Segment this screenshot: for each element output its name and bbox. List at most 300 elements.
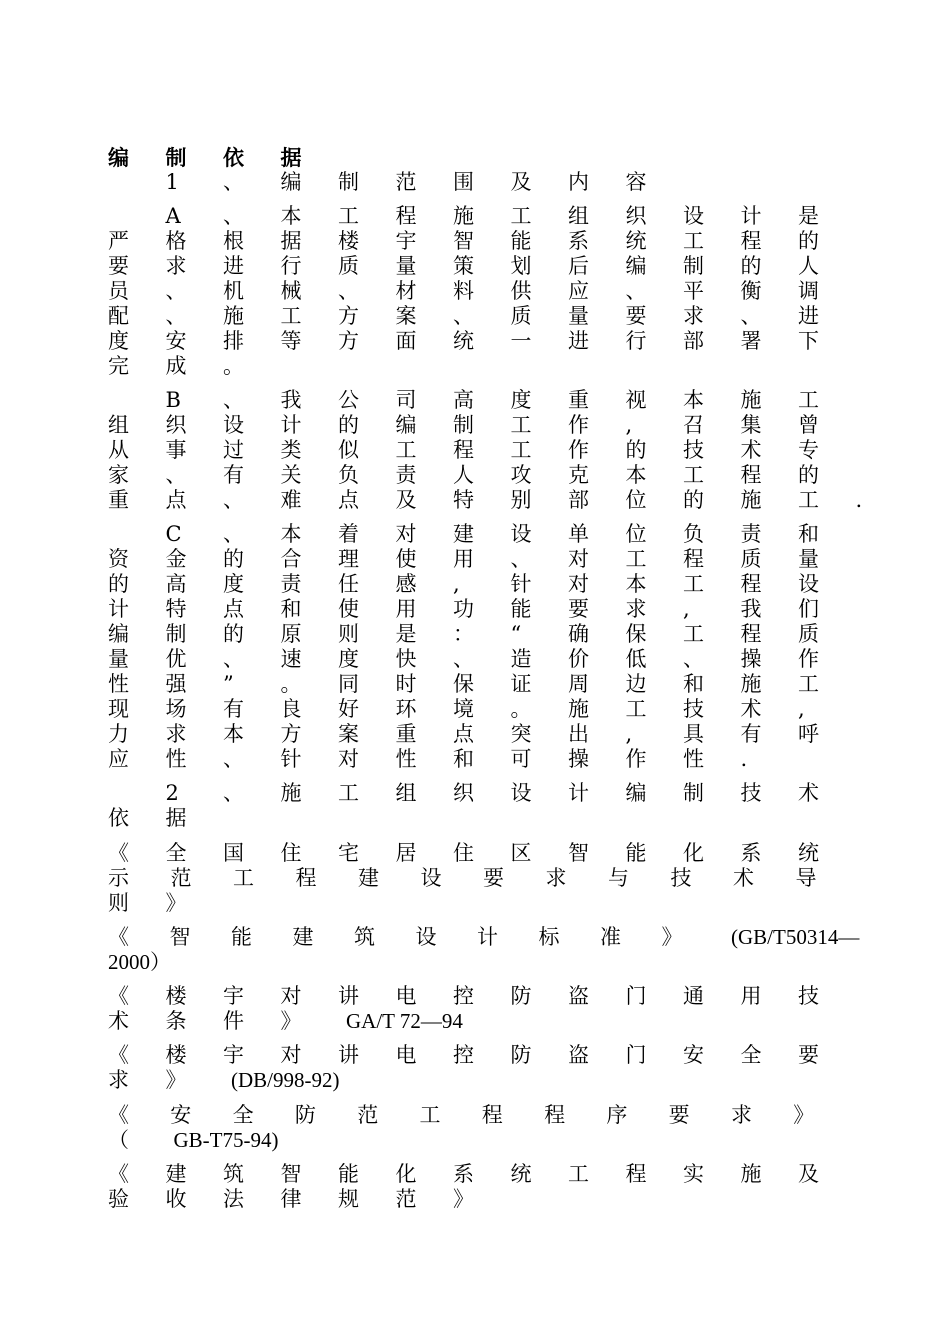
glyph: 专 bbox=[798, 438, 819, 462]
glyph: 、 bbox=[625, 279, 647, 303]
glyph: 责 bbox=[395, 463, 417, 487]
glyph: 有 bbox=[223, 697, 244, 721]
glyph: 能 bbox=[625, 841, 647, 865]
glyph: 防 bbox=[294, 1103, 316, 1127]
glyph: 、 bbox=[223, 747, 244, 771]
glyph: 工 bbox=[798, 388, 819, 412]
para-b-line bbox=[108, 388, 856, 413]
glyph: 突 bbox=[510, 722, 532, 746]
glyph: , bbox=[683, 597, 690, 621]
glyph: 围 bbox=[453, 170, 474, 194]
glyph: 验 bbox=[108, 1187, 129, 1211]
glyph: 后 bbox=[568, 254, 589, 278]
glyph: 重 bbox=[108, 488, 129, 512]
glyph: 点 bbox=[338, 488, 359, 512]
glyph: 盗 bbox=[568, 984, 589, 1008]
glyph: 》 bbox=[165, 1068, 187, 1092]
glyph: 公 bbox=[338, 388, 359, 412]
glyph: , bbox=[798, 697, 805, 721]
glyph: 范 bbox=[170, 866, 192, 890]
glyph: 技 bbox=[683, 697, 704, 721]
glyph: 用 bbox=[740, 984, 762, 1008]
glyph: 《 bbox=[108, 1162, 129, 1186]
glyph: 和 bbox=[798, 522, 819, 546]
glyph: 责 bbox=[280, 572, 302, 596]
glyph: 的 bbox=[223, 547, 244, 571]
glyph: 筑 bbox=[354, 925, 375, 949]
glyph: 行 bbox=[280, 254, 302, 278]
para-c-line bbox=[108, 647, 856, 672]
glyph: 性 bbox=[395, 747, 417, 771]
glyph: 》 bbox=[280, 1009, 302, 1033]
glyph: 量 bbox=[395, 254, 417, 278]
glyph: 作 bbox=[568, 413, 589, 437]
glyph: 《 bbox=[108, 1103, 129, 1127]
glyph: 标 bbox=[538, 925, 560, 949]
glyph: 、 bbox=[223, 488, 244, 512]
glyph: 工 bbox=[280, 304, 302, 328]
glyph: 与 bbox=[608, 866, 629, 890]
glyph: 资 bbox=[108, 547, 129, 571]
glyph: 召 bbox=[683, 413, 704, 437]
glyph: 造 bbox=[510, 647, 532, 671]
glyph: 住 bbox=[280, 841, 302, 865]
glyph: 工 bbox=[683, 229, 704, 253]
glyph: 方 bbox=[338, 329, 359, 353]
glyph: 我 bbox=[280, 388, 302, 412]
glyph: 过 bbox=[223, 438, 244, 462]
ref-1-line2 bbox=[108, 866, 858, 891]
glyph: 收 bbox=[165, 1187, 187, 1211]
glyph: 同 bbox=[338, 672, 359, 696]
glyph: 关 bbox=[280, 463, 302, 487]
glyph: 作 bbox=[798, 647, 819, 671]
glyph: 对 bbox=[568, 547, 589, 571]
glyph: （ bbox=[108, 1128, 129, 1152]
glyph: 、 bbox=[510, 547, 532, 571]
glyph: 技 bbox=[683, 438, 704, 462]
glyph: 下 bbox=[798, 329, 819, 353]
glyph: 场 bbox=[165, 697, 187, 721]
glyph: 宅 bbox=[338, 841, 359, 865]
section-2-title bbox=[108, 806, 223, 831]
glyph: 范 bbox=[357, 1103, 379, 1127]
reference-code: (GB/T50314— bbox=[731, 925, 860, 949]
glyph: 制 bbox=[338, 170, 359, 194]
glyph: 点 bbox=[453, 722, 474, 746]
glyph: 统 bbox=[510, 1162, 532, 1186]
glyph: 程 bbox=[740, 572, 762, 596]
glyph: 条 bbox=[165, 1009, 187, 1033]
glyph: 组 bbox=[395, 781, 417, 805]
glyph: 组 bbox=[108, 413, 129, 437]
glyph: 用 bbox=[453, 547, 474, 571]
glyph: 高 bbox=[453, 388, 474, 412]
glyph: 计 bbox=[568, 781, 589, 805]
glyph: 任 bbox=[338, 572, 359, 596]
glyph: 工 bbox=[338, 204, 359, 228]
glyph: 能 bbox=[510, 597, 532, 621]
glyph: 盗 bbox=[568, 1043, 589, 1067]
glyph: 质 bbox=[510, 304, 532, 328]
glyph: 械 bbox=[280, 279, 302, 303]
glyph: 一 bbox=[510, 329, 532, 353]
glyph: 程 bbox=[740, 622, 762, 646]
glyph: 量 bbox=[108, 647, 129, 671]
glyph: 施 bbox=[568, 697, 589, 721]
glyph: 、 bbox=[453, 304, 474, 328]
glyph: 的 bbox=[798, 463, 819, 487]
glyph: 程 bbox=[295, 866, 317, 890]
glyph: 系 bbox=[453, 1162, 474, 1186]
glyph: 、 bbox=[223, 204, 244, 228]
glyph: 确 bbox=[568, 622, 589, 646]
glyph: 重 bbox=[568, 388, 589, 412]
glyph: 住 bbox=[453, 841, 474, 865]
glyph: 建 bbox=[165, 1162, 187, 1186]
glyph: 的 bbox=[625, 438, 647, 462]
para-c-line bbox=[108, 572, 856, 597]
glyph: 《 bbox=[108, 1043, 129, 1067]
glyph: 据 bbox=[165, 806, 187, 830]
glyph: 点 bbox=[223, 597, 244, 621]
glyph: 本 bbox=[625, 572, 647, 596]
glyph: 量 bbox=[568, 304, 589, 328]
glyph: 难 bbox=[280, 488, 302, 512]
glyph: 似 bbox=[338, 438, 359, 462]
glyph: ” bbox=[223, 672, 234, 696]
para-c-line bbox=[108, 597, 856, 622]
glyph: 序 bbox=[606, 1103, 628, 1127]
glyph: 制 bbox=[165, 145, 187, 170]
glyph: 规 bbox=[338, 1187, 359, 1211]
glyph: 智 bbox=[169, 925, 191, 949]
glyph: 良 bbox=[280, 697, 302, 721]
glyph: 衡 bbox=[740, 279, 762, 303]
glyph: 针 bbox=[280, 747, 302, 771]
glyph: 示 bbox=[108, 866, 129, 890]
glyph: 实 bbox=[683, 1162, 704, 1186]
glyph: 进 bbox=[223, 254, 244, 278]
glyph: 本 bbox=[625, 463, 647, 487]
glyph: 术 bbox=[798, 781, 819, 805]
glyph: 的 bbox=[740, 254, 762, 278]
glyph: 程 bbox=[481, 1103, 503, 1127]
glyph: 通 bbox=[683, 984, 704, 1008]
glyph: 事 bbox=[165, 438, 187, 462]
glyph: 区 bbox=[510, 841, 532, 865]
glyph: 进 bbox=[798, 304, 819, 328]
glyph: 系 bbox=[568, 229, 589, 253]
ref-3-line2 bbox=[108, 1009, 463, 1034]
glyph: 求 bbox=[683, 304, 704, 328]
glyph: 具 bbox=[683, 722, 704, 746]
glyph: 要 bbox=[483, 866, 504, 890]
glyph: 完 bbox=[108, 354, 129, 378]
glyph: 平 bbox=[683, 279, 704, 303]
glyph: 全 bbox=[232, 1103, 254, 1127]
glyph: 编 bbox=[625, 254, 647, 278]
glyph: , bbox=[625, 413, 633, 437]
glyph: 别 bbox=[510, 488, 532, 512]
glyph: ： bbox=[453, 622, 474, 646]
glyph: 根 bbox=[223, 229, 244, 253]
glyph: 操 bbox=[568, 747, 589, 771]
glyph: 设 bbox=[683, 204, 704, 228]
glyph: 家 bbox=[108, 463, 129, 487]
glyph: 使 bbox=[338, 597, 359, 621]
glyph: 设 bbox=[510, 781, 532, 805]
glyph: 作 bbox=[568, 438, 589, 462]
glyph: 编 bbox=[108, 622, 129, 646]
glyph: 、 bbox=[223, 170, 244, 194]
glyph: 着 bbox=[338, 522, 359, 546]
glyph: 位 bbox=[625, 522, 647, 546]
glyph: 的 bbox=[683, 488, 704, 512]
glyph: 编 bbox=[280, 170, 302, 194]
glyph: 是 bbox=[798, 204, 819, 228]
glyph: 方 bbox=[280, 722, 302, 746]
glyph: 1 bbox=[165, 170, 179, 194]
glyph: 责 bbox=[740, 522, 762, 546]
glyph: 的 bbox=[798, 229, 819, 253]
glyph: 配 bbox=[108, 304, 129, 328]
glyph: C bbox=[165, 522, 182, 546]
glyph: 度 bbox=[223, 572, 244, 596]
glyph: 及 bbox=[798, 1162, 819, 1186]
glyph: 织 bbox=[165, 413, 187, 437]
glyph: 统 bbox=[798, 841, 819, 865]
glyph: 编 bbox=[108, 145, 129, 170]
glyph: 等 bbox=[280, 329, 302, 353]
ref-1-line1 bbox=[108, 841, 856, 866]
glyph: 《 bbox=[108, 925, 129, 949]
glyph: 和 bbox=[453, 747, 474, 771]
glyph: 求 bbox=[625, 597, 647, 621]
glyph: 安 bbox=[165, 329, 187, 353]
glyph: 工 bbox=[683, 463, 704, 487]
glyph: 》 bbox=[165, 891, 187, 915]
ref-4-line1 bbox=[108, 1043, 856, 1068]
glyph: 质 bbox=[798, 622, 819, 646]
para-a-line bbox=[108, 329, 856, 354]
glyph: 《 bbox=[108, 841, 129, 865]
glyph: 2 bbox=[165, 781, 179, 805]
glyph: 则 bbox=[108, 891, 129, 915]
glyph: 有 bbox=[740, 722, 762, 746]
glyph: 计 bbox=[108, 597, 129, 621]
glyph: “ bbox=[510, 622, 522, 646]
glyph: 负 bbox=[683, 522, 704, 546]
glyph: 量 bbox=[798, 547, 819, 571]
glyph: 工 bbox=[510, 204, 532, 228]
glyph: 电 bbox=[395, 984, 417, 1008]
glyph: 单 bbox=[568, 522, 589, 546]
glyph: 要 bbox=[668, 1103, 690, 1127]
glyph: 是 bbox=[395, 622, 417, 646]
ref-3-line1 bbox=[108, 984, 856, 1009]
glyph: 居 bbox=[395, 841, 417, 865]
glyph: 工 bbox=[683, 622, 704, 646]
ref-6-line1 bbox=[108, 1162, 856, 1187]
glyph: 术 bbox=[740, 697, 762, 721]
glyph: 工 bbox=[798, 672, 819, 696]
glyph: 智 bbox=[568, 841, 589, 865]
glyph: 对 bbox=[568, 572, 589, 596]
glyph: B bbox=[165, 388, 181, 412]
glyph: 案 bbox=[395, 304, 417, 328]
glyph: 》 bbox=[453, 1187, 474, 1211]
glyph: 优 bbox=[165, 647, 187, 671]
glyph: 化 bbox=[395, 1162, 417, 1186]
glyph: 、 bbox=[223, 781, 244, 805]
glyph: 则 bbox=[338, 622, 359, 646]
glyph: 施 bbox=[223, 304, 244, 328]
reference-code: GB-T75-94) bbox=[173, 1128, 279, 1152]
glyph: 价 bbox=[568, 647, 589, 671]
glyph: 范 bbox=[395, 1187, 417, 1211]
glyph bbox=[108, 170, 166, 195]
glyph: 制 bbox=[683, 781, 704, 805]
glyph: 全 bbox=[740, 1043, 762, 1067]
glyph: 楼 bbox=[165, 1043, 187, 1067]
glyph: 能 bbox=[231, 925, 252, 949]
glyph: 部 bbox=[568, 488, 589, 512]
ref-6-line2 bbox=[108, 1187, 511, 1212]
glyph: 门 bbox=[625, 984, 647, 1008]
glyph: 工 bbox=[510, 413, 532, 437]
glyph: 行 bbox=[625, 329, 647, 353]
glyph: 工 bbox=[683, 572, 704, 596]
glyph: 案 bbox=[338, 722, 359, 746]
glyph: 智 bbox=[280, 1162, 302, 1186]
glyph: 律 bbox=[280, 1187, 302, 1211]
glyph: , bbox=[625, 722, 633, 746]
glyph: 现 bbox=[108, 697, 129, 721]
glyph: 对 bbox=[280, 984, 302, 1008]
glyph: 程 bbox=[395, 204, 417, 228]
para-c-line bbox=[108, 747, 798, 772]
glyph: 的 bbox=[338, 413, 359, 437]
glyph: 成 bbox=[165, 354, 187, 378]
glyph: 边 bbox=[625, 672, 647, 696]
glyph: 及 bbox=[510, 170, 532, 194]
glyph: 求 bbox=[165, 722, 187, 746]
glyph: 《 bbox=[108, 984, 129, 1008]
glyph: 依 bbox=[223, 145, 244, 170]
glyph: 求 bbox=[730, 1103, 752, 1127]
glyph: 设 bbox=[415, 925, 437, 949]
glyph: 编 bbox=[625, 781, 647, 805]
glyph: 统 bbox=[453, 329, 474, 353]
glyph: 集 bbox=[740, 413, 762, 437]
glyph: 署 bbox=[740, 329, 762, 353]
glyph: 供 bbox=[510, 279, 532, 303]
para-a-line bbox=[108, 354, 281, 379]
glyph: 出 bbox=[568, 722, 589, 746]
glyph: 质 bbox=[338, 254, 359, 278]
glyph: 司 bbox=[395, 388, 417, 412]
glyph: 划 bbox=[510, 254, 532, 278]
ref-4-line2 bbox=[108, 1068, 340, 1093]
glyph: 施 bbox=[740, 1162, 762, 1186]
glyph: 门 bbox=[625, 1043, 647, 1067]
glyph: 度 bbox=[108, 329, 129, 353]
glyph: 施 bbox=[740, 672, 762, 696]
glyph: 2000 bbox=[108, 950, 150, 974]
para-a-line bbox=[108, 204, 856, 229]
reference-code: (DB/998-92) bbox=[231, 1068, 340, 1092]
glyph: . bbox=[740, 747, 748, 771]
glyph: 全 bbox=[165, 841, 187, 865]
glyph: 人 bbox=[798, 254, 819, 278]
glyph: 类 bbox=[280, 438, 302, 462]
glyph: 内 bbox=[568, 170, 589, 194]
glyph: 、 bbox=[223, 522, 244, 546]
glyph: 程 bbox=[625, 1162, 647, 1186]
glyph bbox=[108, 522, 166, 547]
glyph: 、 bbox=[165, 279, 187, 303]
glyph: 建 bbox=[453, 522, 474, 546]
para-b-line bbox=[108, 488, 913, 513]
glyph: 证 bbox=[510, 672, 532, 696]
glyph: 。 bbox=[223, 354, 244, 378]
glyph: 工 bbox=[798, 488, 819, 512]
glyph: 们 bbox=[798, 597, 819, 621]
glyph: 、 bbox=[165, 304, 187, 328]
glyph: 点 bbox=[165, 488, 187, 512]
glyph: 、 bbox=[338, 279, 359, 303]
glyph: 、 bbox=[165, 463, 187, 487]
glyph: 视 bbox=[625, 388, 647, 412]
glyph: 导 bbox=[795, 866, 817, 890]
glyph: 对 bbox=[338, 747, 359, 771]
glyph: 及 bbox=[395, 488, 417, 512]
glyph: 计 bbox=[477, 925, 498, 949]
glyph: 质 bbox=[740, 547, 762, 571]
glyph: 我 bbox=[740, 597, 762, 621]
glyph: 要 bbox=[625, 304, 647, 328]
glyph: 进 bbox=[568, 329, 589, 353]
glyph bbox=[108, 781, 166, 806]
glyph: 据 bbox=[280, 229, 302, 253]
glyph: 克 bbox=[568, 463, 589, 487]
glyph: 保 bbox=[625, 622, 647, 646]
glyph: 高 bbox=[165, 572, 187, 596]
para-a-line bbox=[108, 254, 856, 279]
glyph: 从 bbox=[108, 438, 129, 462]
glyph: 和 bbox=[683, 672, 704, 696]
glyph: 保 bbox=[453, 672, 474, 696]
glyph: 求 bbox=[108, 1068, 129, 1092]
glyph: 本 bbox=[683, 388, 704, 412]
glyph: 速 bbox=[280, 647, 302, 671]
glyph: 电 bbox=[395, 1043, 417, 1067]
glyph: 性 bbox=[165, 747, 187, 771]
glyph: 楼 bbox=[338, 229, 359, 253]
glyph: 使 bbox=[395, 547, 417, 571]
glyph: 的 bbox=[223, 622, 244, 646]
para-c-line bbox=[108, 672, 856, 697]
glyph: 有 bbox=[223, 463, 244, 487]
glyph: 控 bbox=[453, 1043, 474, 1067]
glyph: 环 bbox=[395, 697, 417, 721]
glyph: 。 bbox=[510, 697, 532, 721]
glyph: , bbox=[453, 572, 460, 596]
para-a-line bbox=[108, 304, 856, 329]
glyph: 策 bbox=[453, 254, 474, 278]
para-a-line bbox=[108, 229, 856, 254]
